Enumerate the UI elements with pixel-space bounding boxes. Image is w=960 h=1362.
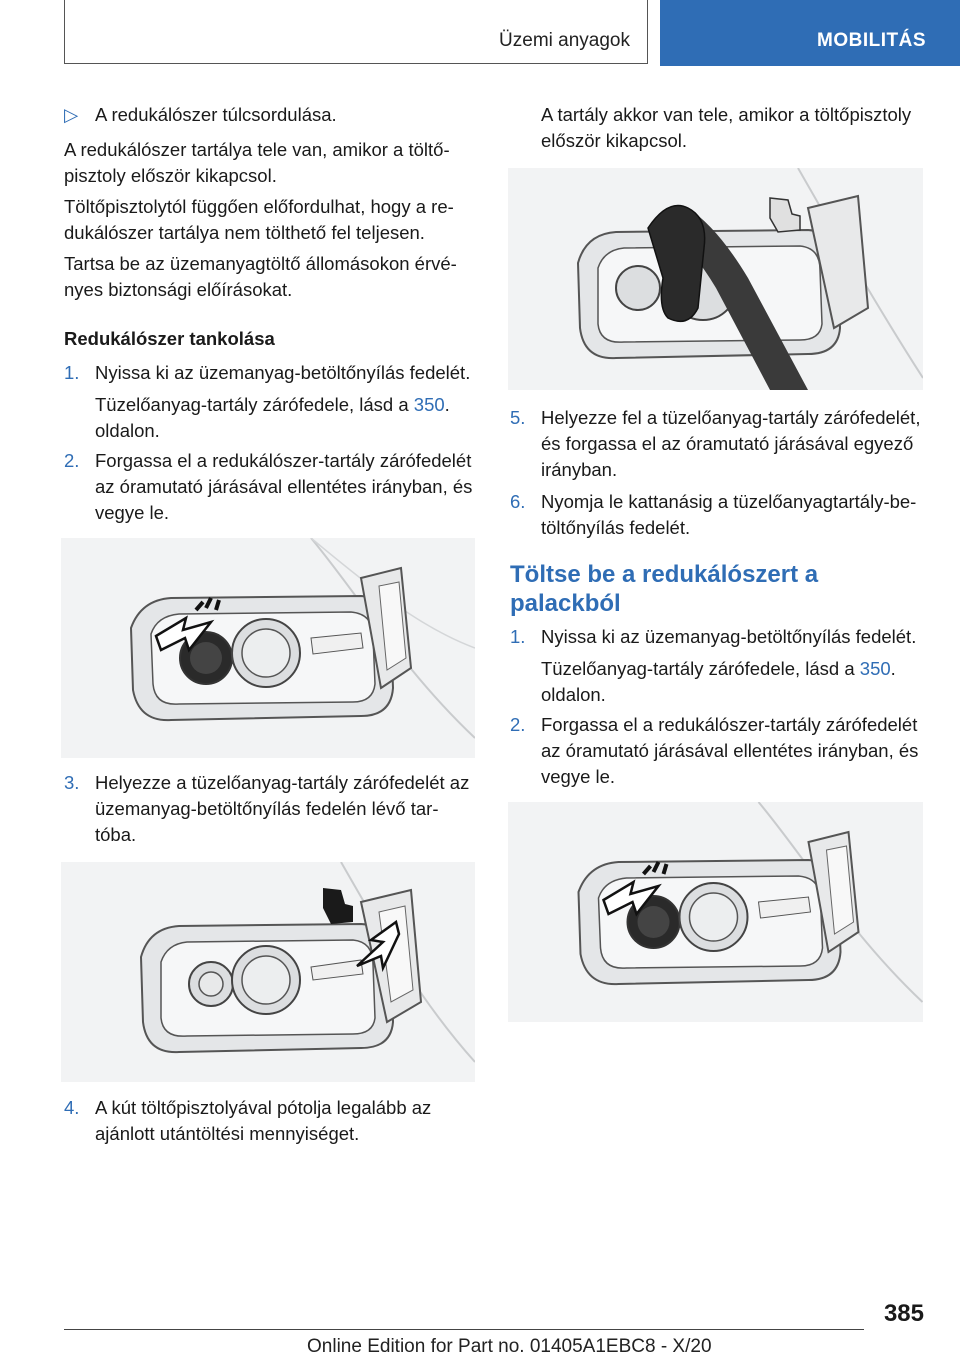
continued-text-line-1: A tartály akkor van tele, amikor a töltőpisztoly	[541, 104, 912, 125]
warning-para-2-line-2: dukálószer tartálya nem tölthető fel teljesen.	[64, 222, 425, 243]
chapter-tab-label: MOBILITÁS	[817, 30, 926, 51]
step-reference: Tüzelőanyag-tartály zárófedele, lásd a 350.	[95, 394, 450, 415]
warning-marker-icon: ▷	[64, 104, 79, 125]
footer-divider	[64, 1329, 864, 1330]
illustration-cap-rotate-2	[508, 802, 923, 1022]
section-title: Üzemi anyagok	[499, 30, 630, 51]
step-text-line-2: ajánlott utántöltési mennyiséget.	[95, 1123, 360, 1144]
step-text-line-1: Helyezze fel a tüzelőanyag-tartály zárófedelét,	[541, 407, 921, 428]
page-number: 385	[883, 1300, 924, 1327]
section-heading-bottle-line-2: palackból	[510, 590, 621, 617]
step-text-line-2: az óramutató járásával ellentétes irányban, és	[541, 740, 919, 761]
step-text-line-2: üzemanyag-betöltőnyílás fedelén lévő tar-	[95, 798, 439, 819]
chapter-tab[interactable]	[660, 0, 960, 66]
warning-para-1-line-1: A redukálószer tartálya tele van, amikor a töltő-	[64, 139, 450, 160]
page-reference-link[interactable]: 350	[859, 658, 891, 679]
warning-para-3-line-1: Tartsa be az üzemanyagtöltő állomásokon érvé-	[64, 253, 457, 274]
step-text-line-3: tóba.	[95, 824, 137, 845]
warning-title: A redukálószer túlcsordulása.	[95, 104, 337, 125]
step-number: 1.	[64, 362, 80, 383]
illustration-cap-rotate	[61, 538, 475, 758]
footer-edition: Online Edition for Part no. 01405A1EBC8 - X/20	[307, 1336, 712, 1357]
step-reference-line-2: oldalon.	[541, 684, 606, 705]
step-text-line-1: Nyomja le kattanásig a tüzelőanyagtartály-be-	[541, 491, 917, 512]
step-text-line-1: Forgassa el a redukálószer-tartály zárófedelét	[95, 450, 472, 471]
page-reference-link[interactable]: 350	[413, 394, 445, 415]
step-text-line-1: Helyezze a tüzelőanyag-tartály zárófedelét az	[95, 772, 470, 793]
continued-text-line-2: először kikapcsol.	[541, 130, 688, 151]
step-text-line-1: Forgassa el a redukálószer-tartály zárófedelét	[541, 714, 918, 735]
step-number: 6.	[510, 491, 526, 512]
step-number: 2.	[510, 714, 526, 735]
step-text-line-2: az óramutató járásával ellentétes irányban, és	[95, 476, 473, 497]
step-reference-line-2: oldalon.	[95, 420, 160, 441]
section-heading-refill: Redukálószer tankolása	[64, 328, 275, 349]
step-number: 1.	[510, 626, 526, 647]
step-reference: Tüzelőanyag-tartály zárófedele, lásd a 350.	[541, 658, 896, 679]
section-heading-bottle-line-1: Töltse be a redukálószert a	[510, 561, 819, 588]
step-text: Nyissa ki az üzemanyag-betöltőnyílás fedelét.	[95, 362, 471, 383]
illustration-fuel-nozzle	[508, 168, 923, 390]
step-text-line-3: vegye le.	[541, 766, 616, 787]
step-number: 5.	[510, 407, 526, 428]
step-number: 2.	[64, 450, 80, 471]
step-number: 4.	[64, 1097, 80, 1118]
step-text-line-2: töltőnyílás fedelét.	[541, 517, 691, 538]
step-text-line-3: irányban.	[541, 459, 618, 480]
step-text-line-3: vegye le.	[95, 502, 170, 523]
warning-para-2-line-1: Töltőpisztolytól függően előfordulhat, hogy a re-	[64, 196, 454, 217]
illustration-cap-holder	[61, 862, 475, 1082]
step-text-line-1: A kút töltőpisztolyával pótolja legalább az	[95, 1097, 432, 1118]
step-text: Nyissa ki az üzemanyag-betöltőnyílás fedelét.	[541, 626, 917, 647]
step-number: 3.	[64, 772, 80, 793]
step-text-line-2: és forgassa el az óramutató járásával egyező	[541, 433, 914, 454]
warning-para-3-line-2: nyes biztonsági előírásokat.	[64, 279, 293, 300]
warning-para-1-line-2: pisztoly először kikapcsol.	[64, 165, 277, 186]
